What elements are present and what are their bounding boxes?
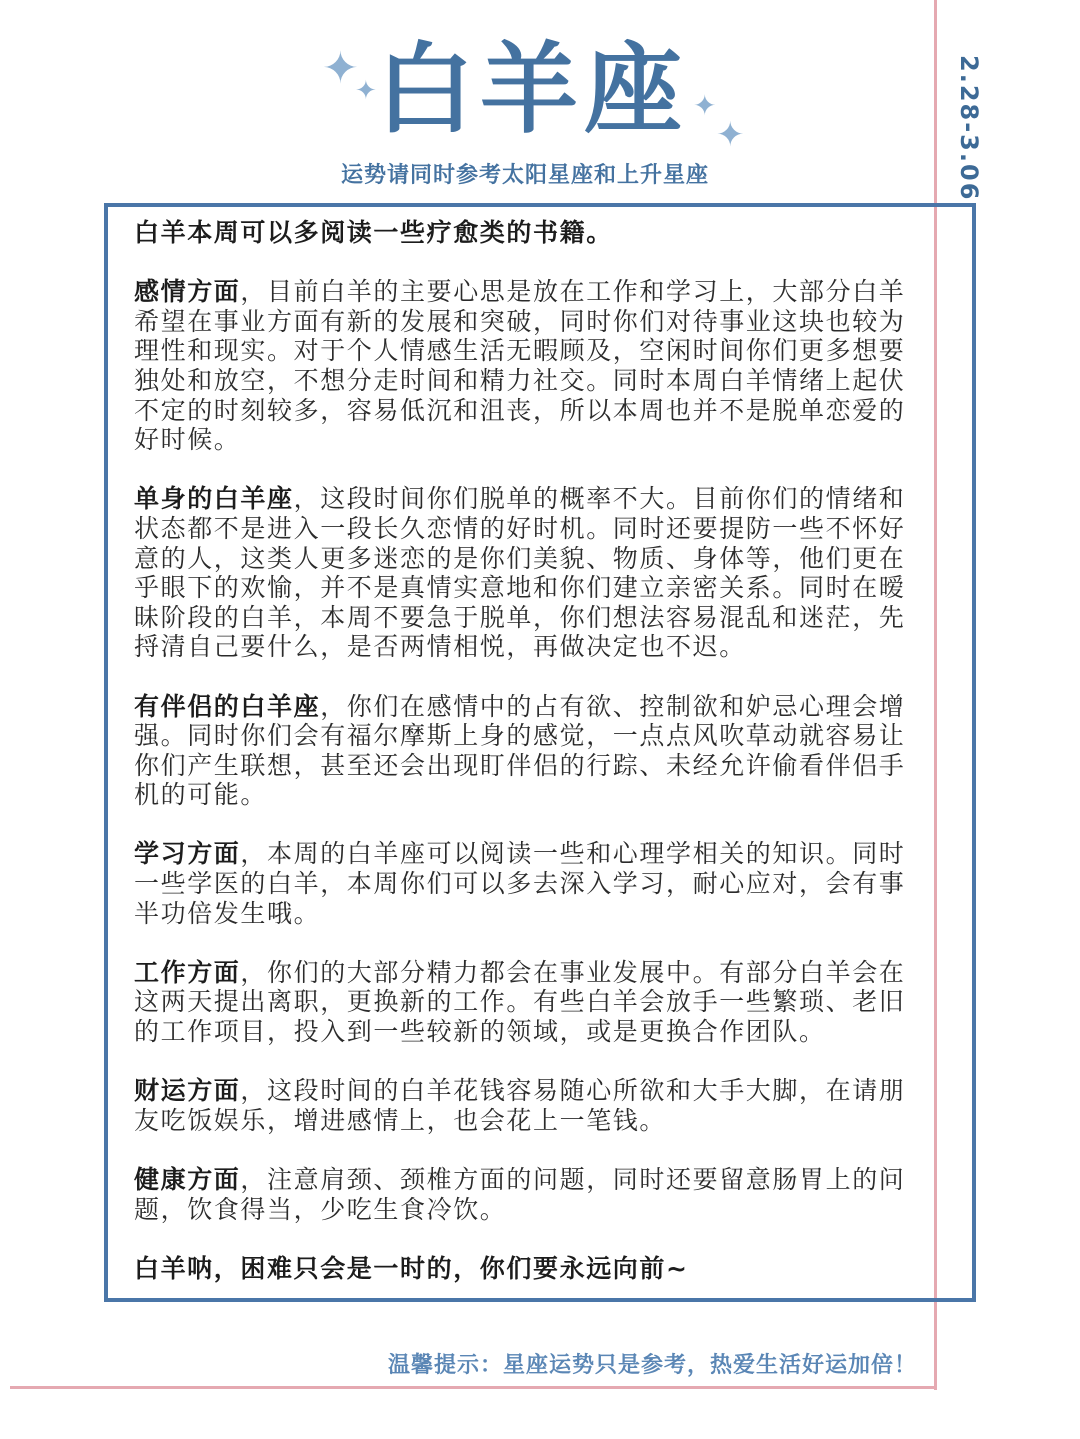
section-text: ，注意肩颈、颈椎方面的问题，同时还要留意肠胃上的问题，饮食得当，少吃生食冷饮。 xyxy=(134,1165,906,1224)
section-heading: 健康方面 xyxy=(134,1165,241,1194)
section-heading: 单身的白羊座 xyxy=(134,484,294,514)
section-wealth xyxy=(134,1076,920,1135)
section-single xyxy=(134,484,920,662)
subtitle: 运势请同时参考太阳星座和上升星座 xyxy=(340,163,709,188)
sparkle-icon: ✦ xyxy=(322,43,359,94)
section-love xyxy=(134,277,920,455)
section-text: ，本周的白羊座可以阅读一些和心理学相关的知识。同时一些学医的白羊，本周你们可以多去深入学习，耐心应对，会有事半功倍发生哦。 xyxy=(134,839,906,928)
decorative-horizontal-line xyxy=(10,1386,937,1389)
section-heading: 学习方面 xyxy=(134,839,241,869)
section-work xyxy=(134,958,920,1047)
section-text: ，你们在感情中的占有欲、控制欲和妒忌心理会增强。同时你们会有福尔摩斯上身的感觉，一点点风吹草动就容易让你们产生联想，甚至还会出现盯伴侣的行踪、未经允许偷看伴侣手机的可能。 xyxy=(134,691,906,810)
footer-tip: 温馨提示：星座运势只是参考，热爱生活好运加倍！ xyxy=(387,1353,917,1378)
section-health xyxy=(134,1165,920,1224)
outro-paragraph: 白羊呐，困难只会是一时的，你们要永远向前~ xyxy=(134,1253,689,1283)
date-range: 2.28-3.06 xyxy=(955,55,983,202)
section-heading: 有伴侣的白羊座 xyxy=(134,691,321,721)
sparkle-icon: ✦ xyxy=(355,76,377,106)
section-text: ，这段时间你们脱单的概率不大。目前你们的情绪和状态都不是进入一段长久恋情的好时机。同时还要提防一些不怀好意的人，这类人更多迷恋的是你们美貌、物质、身体等，他们更在乎眼下的欢愉，并不是真情实意地和你们建立亲密关系。同时在暧昧阶段的白羊，本周不要急于脱单，你们想法容易混乱和迷茫，先捋清自己要什么，是否两情相悦，再做决定也不迟。 xyxy=(134,484,906,662)
horoscope-content xyxy=(134,218,920,1283)
sparkle-icon: ✦ xyxy=(716,115,745,155)
section-text: ，你们的大部分精力都会在事业发展中。有部分白羊会在这两天提出离职，更换新的工作。有些白羊会放手一些繁琐、老旧的工作项目，投入到一些较新的领域，或是更换合作团队。 xyxy=(134,957,906,1047)
section-text: ，这段时间的白羊花钱容易随心所欲和大手大脚，在请朋友吃饭娱乐，增进感情上，也会花上一笔钱。 xyxy=(134,1076,906,1135)
section-partnered xyxy=(134,692,920,810)
sparkle-icon: ✦ xyxy=(693,89,717,122)
page-title: 白羊座 xyxy=(375,33,688,147)
section-heading: 财运方面 xyxy=(134,1076,241,1106)
section-heading: 感情方面 xyxy=(134,277,241,307)
section-text: ，目前白羊的主要心思是放在工作和学习上，大部分白羊希望在事业方面有新的发展和突破，同时你们对待事业这块也较为理性和现实。对于个人情感生活无暇顾及，空闲时间你们更多想要独处和放空，不想分走时间和精力社交。同时本周白羊情绪上起伏不定的时刻较多，容易低沉和沮丧，所以本周也并不是脱单恋爱的好时候。 xyxy=(134,277,906,455)
intro-paragraph: 白羊本周可以多阅读一些疗愈类的书籍。 xyxy=(134,218,613,247)
section-heading: 工作方面 xyxy=(134,957,241,987)
section-study xyxy=(134,839,920,928)
